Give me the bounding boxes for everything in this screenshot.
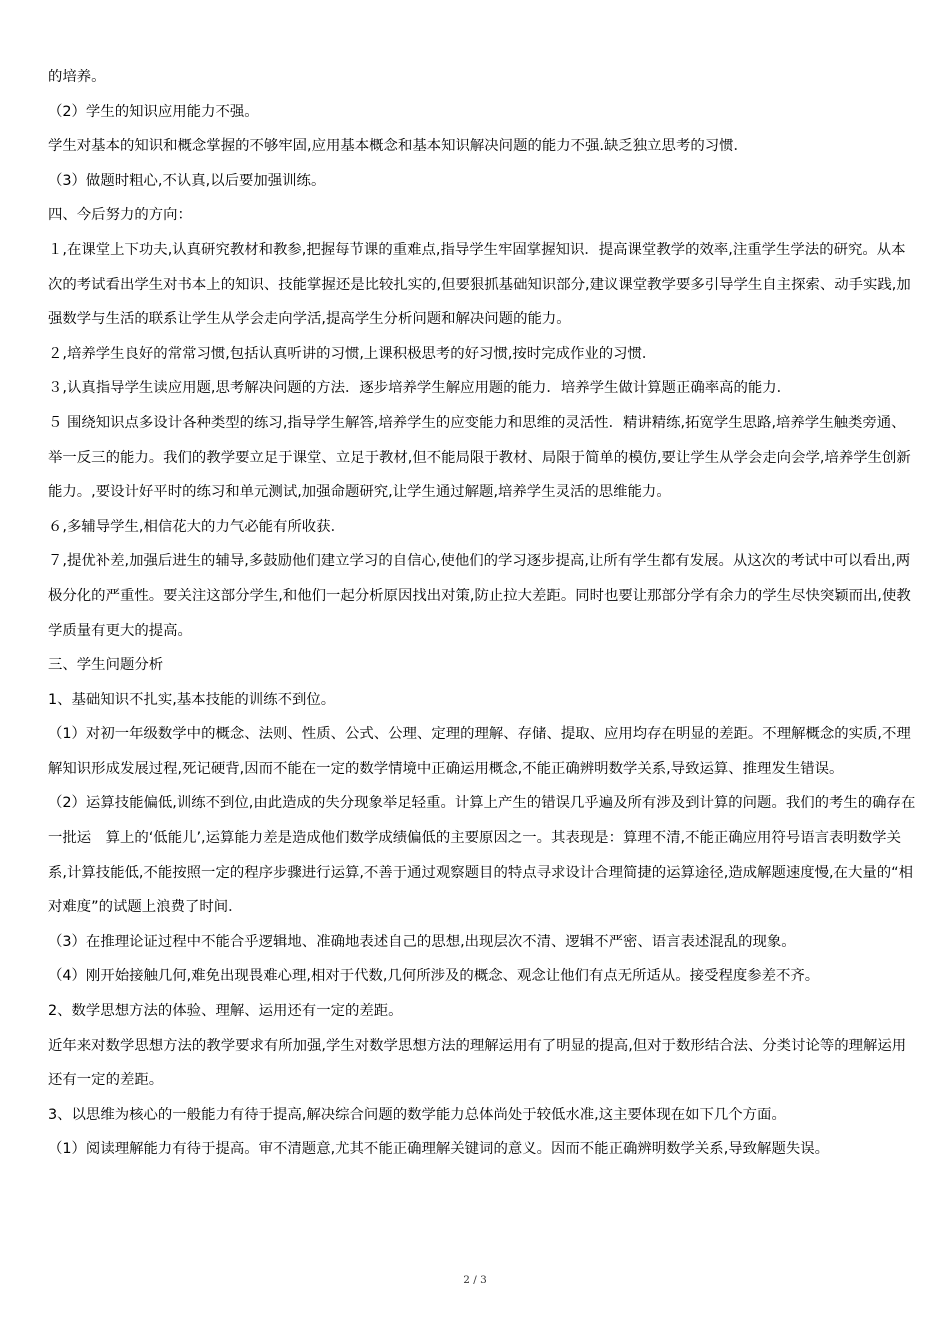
paragraph-1: 的培养。 bbox=[48, 69, 106, 85]
paragraph-4: （3）做题时粗心,不认真,以后要加强训练。 bbox=[48, 172, 326, 189]
paragraph-21: （1）阅读理解能力有待于提高。审不清题意,尤其不能正确理解关键词的意义。因而不能正确辨明数学关系,导致解题失误。 bbox=[48, 1141, 830, 1158]
paragraph-6: １,在课堂上下功夫,认真研究教材和教参,把握每节课的重难点,指导学生牢固掌握知识．提高课堂教学的效率,注重学生学法的研究。从本次的考试看出学生对书本上的知识、技能掌握还是比较扎实的,但要狠抓基础知识部分,建议课堂教学要多引导学生自主探索、动手实践,加强数学与生活的联系让学生从学会走向学活,提高学生分析问题和解决问题的能力。 bbox=[48, 241, 911, 328]
page-number: 2 / 3 bbox=[463, 1274, 487, 1286]
paragraph-9: ５ 围绕知识点多设计各种类型的练习,指导学生解答,培养学生的应变能力和思维的灵活性．精讲精练,拓宽学生思路,培养学生触类旁通、举一反三的能力。我们的教学要立足于课堂、立足于教材,但不能局限于教材、局限于简单的模仿,要让学生从学会走向会学,培养学生创新能力。,要设计好平时的练习和单元测试,加强命题研究,让学生通过解题,培养学生灵活的思维能力。 bbox=[48, 414, 911, 501]
paragraph-3: 学生对基本的知识和概念掌握的不够牢固,应用基本概念和基本知识解决问题的能力不强.缺乏独立思考的习惯． bbox=[48, 138, 748, 155]
paragraph-10: ６,多辅导学生,相信花大的力气必能有所收获． bbox=[48, 518, 345, 535]
section-heading-directions: 四、今后努力的方向： bbox=[48, 207, 192, 224]
paragraph-8: ３,认真指导学生读应用题,思考解决问题的方法．逐步培养学生解应用题的能力．培养学生做计算题正确率高的能力． bbox=[48, 380, 792, 397]
section-heading-problem-analysis: 三、学生问题分析 bbox=[48, 657, 164, 674]
paragraph-16: （3）在推理论证过程中不能合乎逻辑地、准确地表述自己的思想,出现层次不清、逻辑不严密、语言表述混乱的现象。 bbox=[48, 933, 796, 950]
paragraph-15: （2）运算技能偏低,训练不到位,由此造成的失分现象举足轻重。计算上产生的错误几乎遍及所有涉及到计算的问题。我们的考生的确存在一批运 算上的‘低能儿’,运算能力差是造成他们数学成绩偏低的主要原因之一。其表现是：算理不清,不能正确应用符号语言表明数学关系,计算技能低,不能按照一定的程序步骤进行运算,不善于通过观察题目的特点寻求设计合理简捷的运算途径,造成解题速度慢,在大量的“相对难度”的试题上浪费了时间． bbox=[48, 795, 916, 916]
document-body bbox=[48, 60, 916, 1167]
paragraph-20: 3、以思维为核心的一般能力有待于提高,解决综合问题的数学能力总体尚处于较低水准,这主要体现在如下几个方面。 bbox=[48, 1106, 786, 1123]
paragraph-18: 2、数学思想方法的体验、理解、运用还有一定的差距。 bbox=[48, 1003, 403, 1020]
paragraph-14: （1）对初一年级数学中的概念、法则、性质、公式、公理、定理的理解、存储、提取、应用均存在明显的差距。不理解概念的实质,不理解知识形成发展过程,死记硬背,因而不能在一定的数学情境中正确运用概念,不能正确辨明数学关系,导致运算、推理发生错误。 bbox=[48, 726, 911, 777]
paragraph-2: （2）学生的知识应用能力不强。 bbox=[48, 103, 259, 120]
paragraph-19: 近年来对数学思想方法的教学要求有所加强,学生对数学思想方法的理解运用有了明显的提高,但对于数形结合法、分类讨论等的理解运用还有一定的差距。 bbox=[48, 1037, 907, 1089]
paragraph-11: ７,提优补差,加强后进生的辅导,多鼓励他们建立学习的自信心,使他们的学习逐步提高,让所有学生都有发展。从这次的考试中可以看出,两极分化的严重性。要关注这部分学生,和他们一起分析原因找出对策,防止拉大差距。同时也要让那部分学有余力的学生尽快突颖而出,使教学质量有更大的提高。 bbox=[48, 553, 911, 639]
paragraph-17: （4）刚开始接触几何,难免出现畏难心理,相对于代数,几何所涉及的概念、观念让他们有点无所适从。接受程度参差不齐。 bbox=[48, 968, 820, 985]
paragraph-7: ２,培养学生良好的常常习惯,包括认真听讲的习惯,上课积极思考的好习惯,按时完成作业的习惯． bbox=[48, 345, 657, 362]
paragraph-13: 1、基础知识不扎实,基本技能的训练不到位。 bbox=[48, 691, 336, 708]
